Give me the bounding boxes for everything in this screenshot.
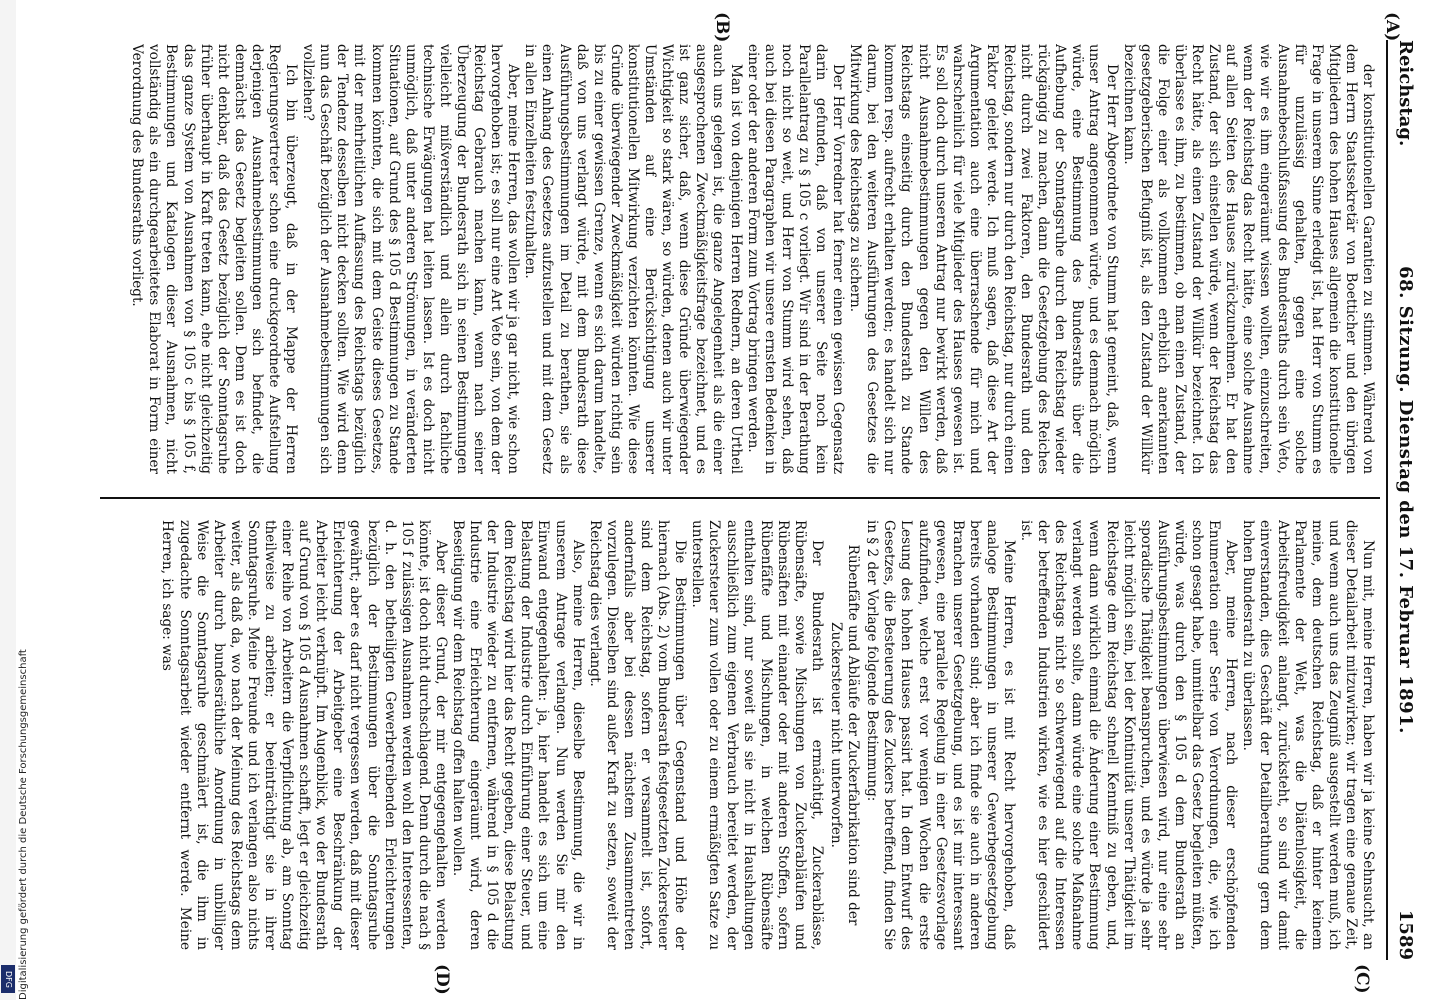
running-header — [1392, 40, 1418, 960]
header-left: Reichstag. — [1395, 40, 1416, 147]
paragraph: Man ist von denjenigen Herren Rednern, an deren Urtheil auch uns gelegen ist, die ganze Angelegenheit als die einer ausgesprochenen Zweckmäßigkeitsfrage bezeichnet, und es ist ganz sicher, daß, wenn diese Gründe überwiegender Wichtigkeit so stark wären, so würden, denen auch wir unter Umständen auf eine Berücksichtigung unserer konstitutionellen Mitwirkung verzichten könnten. Wie diese Gründe überwiegender Zweckmäßigkeit würden richtig sein bis zu einer gewissen Grenze, wenn es sich darum handelte, daß von uns verlangt würde, mit dem Bundesrath diese Ausführungsbestimmungen im Detail zu berathen, sie als einen Anhang des Gesetzes aufzustellen und mit dem Gesetz in allen Einzelheiten festzuhalten. — [522, 44, 744, 474]
paragraph: Aber, meine Herren, nach dieser erschöpfenden Enumeration einer Serie von Verordnungen, die, wie ich schon gesagt habe, unmittelbar das Gesetz begleiten müßten, würde, was durch den § 105 d dem Bundesrath an Ausführungsbestimmungen überwiesen wird, nur eine sehr sporadische Thätigkeit beanspruchen, und es würde ja sehr leicht möglich sein, bei der Kontinuität unserer Thätigkeit im Reichstage dem Reichstag schnell Kenntniß zu geben, und, wenn dann wirklich einmal die Änderung einer Bestimmung verlangt werden sollte, dann würde eine solche Maßnahme des Reichstags nicht so schwerwiegend auf die Interessen der betreffenden Industrien wirken, wie es hier geschildert ist. — [1018, 520, 1240, 950]
paragraph: Also, meine Herren, dieselbe Bestimmung, die wir in unserem Antrage verlangen. Nun werden Sie mir den Einwand entgegenhalten: ja, hier handelt es sich um eine Belastung der Industrie durch Einführung einer Steuer, und dem Reichstag wird hier das Recht gegeben, diese Belastung der Industrie wieder zu entfernen, während in § 105 d die Industrie eine Erleichterung eingeräumt wird, deren Beseitigung wir dem Reichstag offen halten wollen. — [450, 520, 586, 950]
paragraph: Der Herr Abgeordnete von Stumm hat gemeint, daß, wenn unser Antrag angenommen würde, und es demnach möglich würde, eine Bestimmung des Bundesraths über die Aufhebung der Sonntagsruhe durch den Reichstag wieder rückgängig zu machen, dann die Gesetzgebung des Reiches nicht durch zwei Faktoren, den Bundesrath und den Reichstag, sondern nur durch den Reichstag, nur durch einen Faktor geleitet werde. Ich muß sagen, daß diese Art der Argumentation auch eine überraschende für mich und wahrscheinlich für viele Mitglieder des Hauses gewesen ist. Es soll doch durch unseren Antrag nur bewirkt werden, daß nicht Ausnahmebestimmungen gegen den Willen des Reichstags einseitig durch den Bundesrath zu Stande kommen resp. aufrecht erhalten werden; es handelt sich nur darum, bei den weiteren Ausführungen des Gesetzes die Mitwirkung des Reichstags zu sichern. — [847, 44, 1120, 474]
paragraph: Nun mit, meine Herren, haben wir ja keine Sehnsucht, an dieser Detailarbeit mitzuwirken; wir tragen eine genaue Zeit, und wenn auch uns das Zeugniß ausgestellt werden muß, ich meine, dem deutschen Reichstag, daß er hinter keinem Parlamente der Welt, was die Diätenlosigkeit, die Arbeitsfreudigkeit anlangt, zurücksteht, so sind wir damit einverstanden, dies Geschäft der Detailberathung gern dem hohen Bundesrath zu überlassen. — [1240, 520, 1376, 950]
paragraph: Die Bestimmungen über Gegenstand und Höhe der hiernach (Abs. 2) vom Bundesrath festgesetzten Zuckersteuer sind dem Reichstag, sofern er versammelt ist, sofort, andernfalls aber bei dessen nächstem Zusammentreten vorzulegen. Dieselben sind außer Kraft zu setzen, soweit der Reichstag dies verlangt. — [586, 520, 689, 950]
paragraph: Ich bin überzeugt, daß in der Mappe der Herren Regierungsvertreter schon eine druckgeordnete Aufstellung derjenigen Ausnahmebestimmungen sich befindet, die demnächst das Gesetz begleiten sollen. Denn es ist doch nicht denkbar, daß das Gesetz bezüglich der Sonntagsruhe früher überhaupt in Kraft treten kann, ehe nicht gleichzeitig das ganze System von Ausnahmen von § 105 c bis § 105 f, Bestimmungen und Katalogen dieser Ausnahmen, nicht vollständig als ein durchgearbeitetes Elaborat in Form einer Verordnung des Bundesraths vorliegt. — [129, 44, 300, 474]
paragraph: Meine Herren, es ist mit Recht hervorgehoben, daß analoge Bestimmungen in unserer Gewerbegesetzgebung bereits vorhanden sind; aber ich finde sie auch in anderen Branchen unserer Gesetzgebung, und es ist mir interessant gewesen, eine parallele Regelung in einer Gesetzesvorlage aufzufinden, welche erst vor wenigen Wochen die erste Lesung des hohen Hauses passirt hat. In dem Entwurf des Gesetzes, die Besteuerung des Zuckers betreffend, finden Sie in § 2 der Vorlage folgende Bestimmung: — [864, 520, 1018, 950]
margin-mark-a: (A) — [1382, 12, 1402, 42]
paragraph: Der Herr Vorredner hat ferner einen gewissen Gegensatz darin gefunden, daß von unserer Seite noch kein Parallelantrag zu § 105 c vorliegt. Wir sind in der Berathung noch nicht so weit, und Herr von Stumm wird sehen, daß auch bei diesen Paragraphen wir unsere ernsten Bedenken in einer oder der anderen Form zum Vortrag bringen werden. — [744, 44, 847, 474]
paragraph: Aber dieser Grund, der mir entgegengehalten werden könnte, ist doch nicht durchschlagend. Denn durch die nach § 105 f zulässigen Ausnahmen werden wohl den Interessenten, d. h. den betheiligten Gewerbetreibenden Erleichterungen bezüglich der Bestimmungen über die Sonntagsruhe gewährt; aber es darf nicht vergessen werden, daß mit dieser Erleichterung der Arbeitgeber eine Beschränkung der Arbeiter leicht verknüpft. Im Augenblick, wo der Bundesrath auf Grund von § 105 d Ausnahmen schafft, legt er gleichzeitig einer Reihe von Arbeitern die Verpflichtung ab, am Sonntag theilweise zu arbeiten; er beeinträchtigt sie in ihrer Sonntagsruhe. Meine Freunde und ich verlangen also nichts weiter, als daß da, wo nach der Meinung des Reichstags dem Arbeiter durch bundesräthliche Anordnung in unbilliger Weise die Sonntagsruhe geschmälert ist, die ihm in zugedachte Sonntagsarbeit wieder entfernt werde. Meine Herren, ich sage: was — [159, 520, 449, 950]
margin-mark-b: (B) — [712, 12, 732, 43]
quoted-heading: Rübenfäfte und Abläufe der Zuckerfabrikation sind der Zuckersteuer nicht unterworfen. — [828, 544, 862, 926]
digitization-credit: Digitalisierung gefördert durch die Deutsche Forschungsgemeinschaft — [18, 649, 29, 1000]
text-column-right — [86, 520, 1376, 950]
header-rule — [1386, 40, 1388, 960]
paragraph: Der Bundesrath ist ermächtigt, Zuckerablässe, Rübensäfte, sowie Mischungen von Zuckerabläufen und Rübensäften mit einander oder mit anderen Stoffen, sofern Rübenfäfte und Mischungen, in welchen Rübensäfte enthalten sind, nur soweit als sie nicht in Haushaltungen ausschließlich zum eigenen Verbrauch bereitet werden, der Zuckersteuer zum vollen oder zu einem ermäßigten Satze zu unterstellen. — [689, 520, 825, 950]
paragraph: Aber, meine Herren, das wollen wir ja gar nicht, wie schon hervorgehoben ist; es soll nur eine Art Veto sein, von dem der Reichstag Gebrauch machen kann, wenn nach seiner Überzeugung der Bundesrath sich in seinen Bestimmungen vielleicht mißverständlich und allein durch fachliche technische Erwägungen hat leiten lassen. Ist es doch nicht unmöglich, daß unter anderen Strömungen, in veränderten Situationen, auf Grund des § 105 d Bestimmungen zu Stande kommen könnten, die sich mit dem Geiste dieses Gesetzes, mit der mehrheitlichen Auffassung des Reichstags bezüglich der Tendenz desselben nicht decken sollten. Wie wird denn nun das Geschäft bezüglich der Ausnahmebestimmungen sich vollziehen? — [300, 44, 522, 474]
margin-mark-d: (D) — [432, 964, 452, 995]
credit-strip — [0, 0, 16, 1000]
column-divider — [100, 497, 1380, 499]
text-column-left — [86, 44, 1376, 474]
header-center: 68. Sitzung. Dienstag den 17. Februar 1891. — [1395, 266, 1416, 734]
paragraph: der konstitutionellen Garantien zu stimmen. Während von dem Herrn Staatssekretär von Boetticher und den übrigen Mitgliedern des hohen Hauses allgemein die konstitutionelle Frage in unserem Sinne erledigt ist, hat Herr von Stumm es für unzulässig gehalten, gegen eine solche Ausnahmebeschlußfassung des Bundesraths durch sein Veto, wie wir es ihm eingeräumt wissen wollten, einzuschreiten, wenn der Reichstag das Recht hätte, eine solche Ausnahme auf allen Seiten des Hauses zurückzunehmen. Er hat den Zustand, der sich einstellen würde, wenn der Reichstag das Recht hätte, als einen Zustand der Willkür bezeichnet. Ich überlasse es ihm, zu bestimmen, ob man einen Zustand, der die Folge einer als vollkommen erheblich anerkannten gesetzgeberischen Befugniß ist, als den Zustand der Willkür bezeichnen kann. — [1120, 44, 1376, 474]
page-number: 1589 — [1395, 909, 1416, 960]
dfg-logo: DFG — [1, 965, 15, 993]
margin-mark-c: (C) — [1352, 964, 1372, 994]
